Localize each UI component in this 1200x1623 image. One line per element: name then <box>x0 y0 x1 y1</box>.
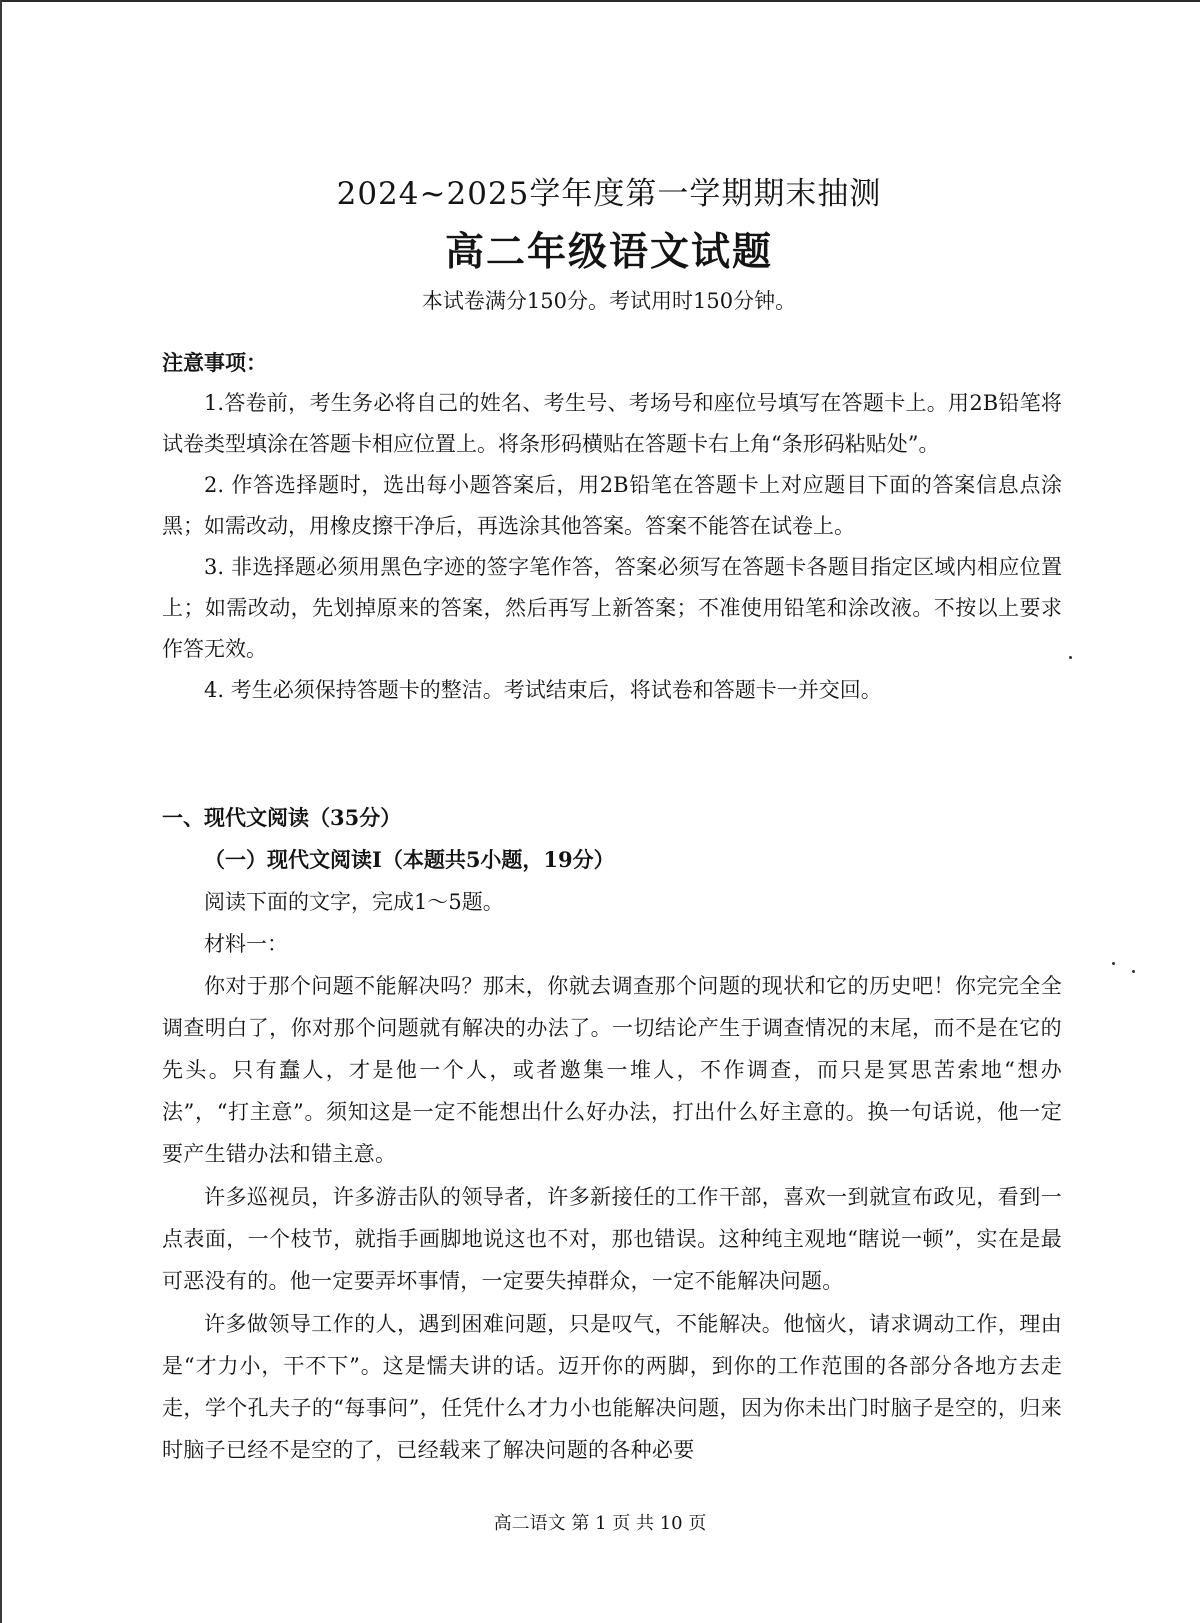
page-footer: 高二语文 第 1 页 共 10 页 <box>493 1513 707 1534</box>
article-paragraph-3: 许多做领导工作的人，遇到困难问题，只是叹气，不能解决。他恼火，请求调动工作，理由是“才力小，干不下”。这是懦夫讲的话。迈开你的两脚，到你的工作范围的各部分各地方去走走，学个孔夫子的“每事问”，任凭什么才力小也能解决问题，因为你未出门时脑子是空的，归来时脑子已经不是空的了，已经载来了解决问题的各种必要 <box>162 1312 1062 1462</box>
notice-item-3: 3. 非选择题必须用黑色字迹的签字笔作答，答案必须写在答题卡各题目指定区域内相应位置上；如需改动，先划掉原来的答案，然后再写上新答案；不准使用铅笔和涂改液。不按以上要求作答无效。 <box>162 555 1062 661</box>
reading-section <box>162 797 1062 1472</box>
exam-title: 高二年级语文试题 <box>444 229 773 275</box>
section-title: 一、现代文阅读（35分） <box>162 805 402 830</box>
section-sub-title: （一）现代文阅读Ⅰ（本题共5小题，19分） <box>204 847 615 872</box>
material-article <box>162 965 1062 1471</box>
exam-header <box>0 172 1200 318</box>
article-paragraph-1: 你对于那个问题不能解决吗？那末，你就去调查那个问题的现状和它的历史吧！你完完全全调查明白了，你对那个问题就有解决的办法了。一切结论产生于调查情况的末尾，而不是在它的先头。只有蠢人，才是他一个人，或者邀集一堆人，不作调查，而只是冥思苦索地“想办法”，“打主意”。须知这是一定不能想出什么好办法，打出什么好主意的。换一句话说，他一定要产生错办法和错主意。 <box>162 974 1062 1166</box>
notice-item-2: 2. 作答选择题时，选出每小题答案后，用2B铅笔在答题卡上对应题目下面的答案信息点涂黑；如需改动，用橡皮擦干净后，再选涂其他答案。答案不能答在试卷上。 <box>162 473 1062 538</box>
notice-title: 注意事项： <box>162 350 267 375</box>
notice-item-1: 1.答卷前，考生务必将自己的姓名、考生号、考场号和座位号填写在答题卡上。用2B铅笔将试卷类型填涂在答题卡相应位置上。将条形码横贴在答题卡右上角“条形码粘贴处”。 <box>162 391 1062 456</box>
scan-speck <box>1069 656 1072 659</box>
exam-subtitle: 本试卷满分150分。考试用时150分钟。 <box>421 289 797 313</box>
section-instruction: 阅读下面的文字，完成1～5题。 <box>204 890 504 914</box>
material-label: 材料一： <box>204 932 288 956</box>
scan-speck <box>1132 970 1135 973</box>
notice-block <box>162 342 1062 711</box>
notice-item-4: 4. 考生必须保持答题卡的整洁。考试结束后，将试卷和答题卡一并交回。 <box>204 678 882 702</box>
article-paragraph-2: 许多巡视员，许多游击队的领导者，许多新接任的工作干部，喜欢一到就宣布政见，看到一点表面，一个枝节，就指手画脚地说这也不对，那也错误。这种纯主观地“瞎说一顿”，实在是最可恶没有的。他一定要弄坏事情，一定要失掉群众，一定不能解决问题。 <box>162 1185 1062 1293</box>
term-heading: 2024~2025学年度第一学期期末抽测 <box>336 176 882 212</box>
scan-speck <box>1112 962 1115 965</box>
